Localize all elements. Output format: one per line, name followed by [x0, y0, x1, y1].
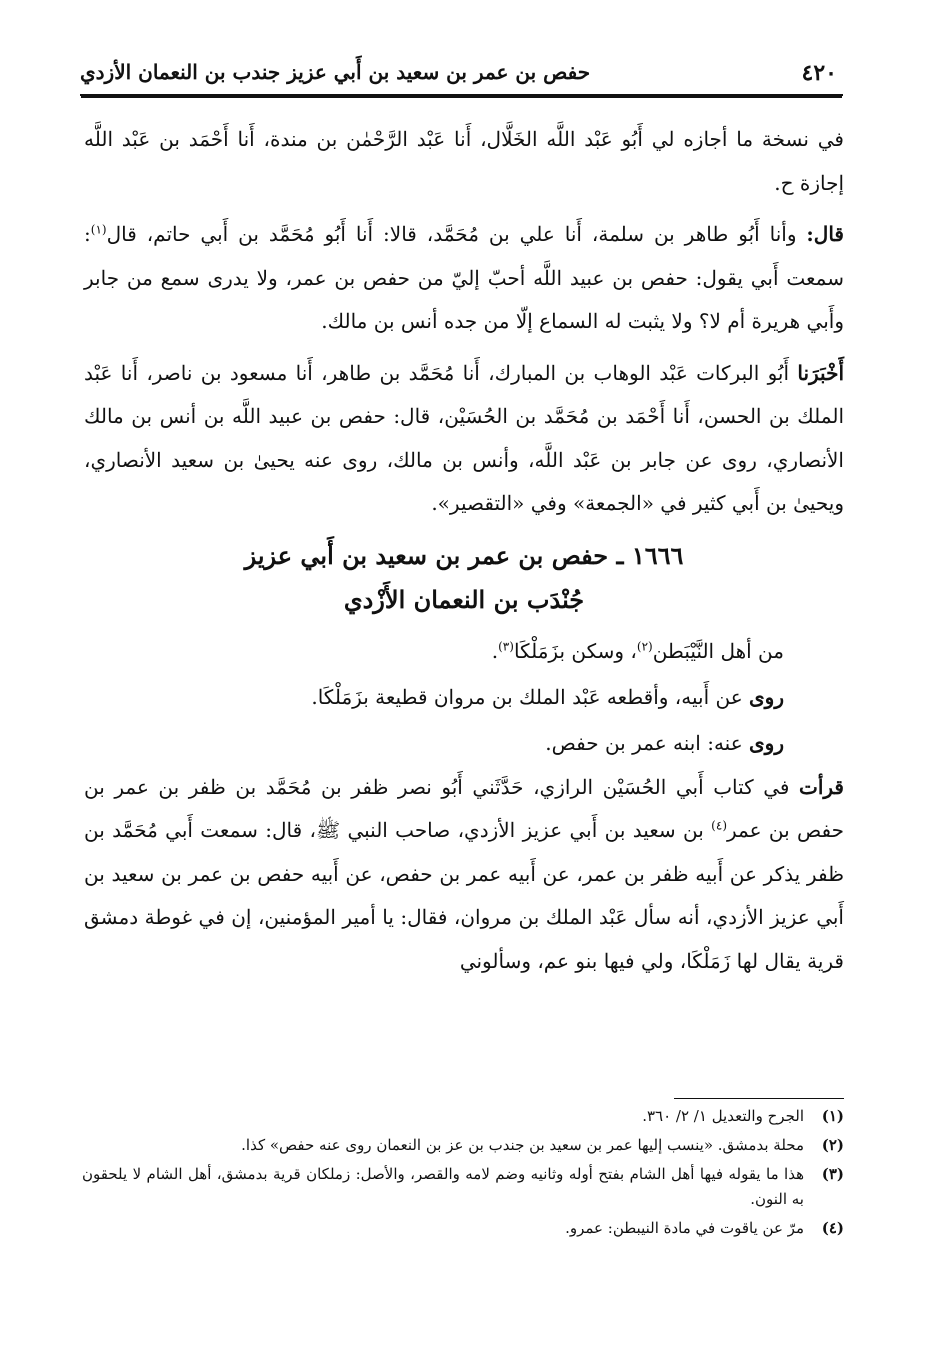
footnote-text: مرّ عن ياقوت في مادة النيبطن: عمرو.: [565, 1219, 804, 1237]
paragraph-text: في كتاب أَبي الحُسَيْن الرازي، حَدَّثَني أَبُو نصر ظفر بن مُحَمَّد بن ظفر بن عمر بن حفص بن عمر: [84, 774, 844, 842]
footnote-number: (١): [821, 1107, 844, 1125]
paragraph-text: : سمعت أَبي يقول: حفص بن عبيد اللَّه أحبّ إليّ من حفص بن عمر، ولا يدرى سمع من جابر وأَبي هريرة أم لا؟ ولا يثبت له السماع إلّا من جده أنس بن مالك.: [84, 222, 844, 333]
paragraph-4: [84, 766, 844, 984]
footnote-number: (٣): [821, 1165, 844, 1183]
paragraph-1: [84, 118, 844, 205]
entry-text: ، وسكن بزَمَلْكَا: [513, 638, 637, 663]
footnote-ref-3[interactable]: (٣): [498, 638, 514, 653]
footnote-2: [82, 1133, 844, 1158]
paragraph-text: أَبُو البركات عَبْد الوهاب بن المبارك، أَنا مُحَمَّد بن طاهر، أَنا مسعود بن ناصر، أَنا عَبْد الملك بن الحسن، أَنا أَحْمَد بن مُحَمَّد بن الحُسَيْن، قال: حفص بن عبيد اللَّه بن أنس بن مالك الأنصاري، روى عن جابر بن عَبْد اللَّه، وأنس بن مالك، روى عنه يحيىٰ بن سعيد الأنصاري، ويحيىٰ بن أَبي كثير في «الجمعة» وفي «التقصير».: [84, 360, 844, 515]
page-number: ٤٢٠: [801, 60, 837, 86]
entry-lead: روى: [749, 684, 784, 709]
paragraph-lead: قرأت: [799, 774, 844, 799]
footnotes: [82, 1104, 844, 1245]
paragraph-lead: قال:: [806, 222, 844, 246]
footnote-4: [82, 1216, 844, 1241]
entry-origin-line: [84, 628, 844, 674]
entry-narrated-by-line: [84, 720, 844, 766]
entry-text: .: [491, 638, 499, 663]
footnote-text: محلة بدمشق. «ينسب إليها عمر بن سعيد بن جندب بن عز بن النعمان روى عنه حفص» كذا.: [241, 1136, 804, 1154]
footnote-number: (٢): [821, 1136, 844, 1154]
footnote-divider: [674, 1098, 844, 1099]
page-header: [80, 60, 843, 96]
main-text: [84, 118, 844, 983]
footnote-3: [82, 1162, 844, 1212]
entry-heading-line-2: جُنْدَب بن النعمان الأَزْدي: [343, 584, 585, 614]
footnote-ref-1[interactable]: (١): [90, 222, 107, 237]
footnote-text: الجرح والتعديل ١/ ٢/ ٣٦٠.: [642, 1107, 804, 1125]
running-title: حفص بن عمر بن سعيد بن أَبي عزيز جندب بن النعمان الأزدي: [80, 60, 591, 84]
paragraph-text: وأنا أَبُو طاهر بن سلمة، أَنا علي بن مُحَمَّد، قالا: أَنا أَبُو مُحَمَّد بن أَبي حاتم، قال: [106, 222, 807, 246]
entry-lead: روى: [749, 730, 784, 755]
entry-heading: [84, 534, 844, 622]
paragraph-text: بن سعيد بن أَبي عزيز الأزدي، صاحب النبي ﷺ، قال: سمعت أَبي مُحَمَّد بن ظفر يذكر عن أَبيه ظفر بن عمر، عن أَبيه عمر بن حفص، عن أَبيه حفص بن عمر بن سعيد بن أَبي عزيز الأزدي، أنه سأل عَبْد الملك بن مروان، فقال: يا أمير المؤمنين، إن في غوطة دمشق قرية يقال لها زَمَلْكَا، ولي فيها بنو عم، وسألوني: [84, 818, 844, 973]
footnote-number: (٤): [821, 1219, 844, 1237]
footnote-ref-2[interactable]: (٢): [636, 638, 653, 653]
paragraph-text: في نسخة ما أجازه لي أَبُو عَبْد اللَّه الخَلَّال، أَنا عَبْد الرَّحْمٰن بن مندة، أَنا أَحْمَد بن عَبْد اللَّه إجازة ح.: [84, 127, 844, 195]
paragraph-3: [84, 352, 844, 526]
footnote-1: [82, 1104, 844, 1129]
paragraph-lead: أَخْبَرَنا: [797, 360, 844, 385]
paragraph-2: [84, 213, 844, 344]
entry-narrated-from-line: [84, 674, 844, 720]
footnote-ref-4[interactable]: (٤): [711, 818, 727, 833]
entry-text: من أهل النَّيْبَطن: [652, 638, 784, 663]
entry-text: عنه: ابنه عمر بن حفص.: [545, 730, 750, 755]
entry-heading-line-1: ١٦٦٦ ـ حفص بن عمر بن سعيد بن أَبي عزيز: [244, 540, 684, 570]
footnote-text: هذا ما يقوله فيها أهل الشام بفتح أوله وثانيه وضم لامه والقصر، والأصل: زملكان قرية بدمشق، أهل الشام لا يلحقون به النون.: [82, 1165, 804, 1208]
entry-text: عن أَبيه، وأقطعه عَبْد الملك بن مروان قطيعة بزَمَلْكَا.: [311, 684, 750, 709]
